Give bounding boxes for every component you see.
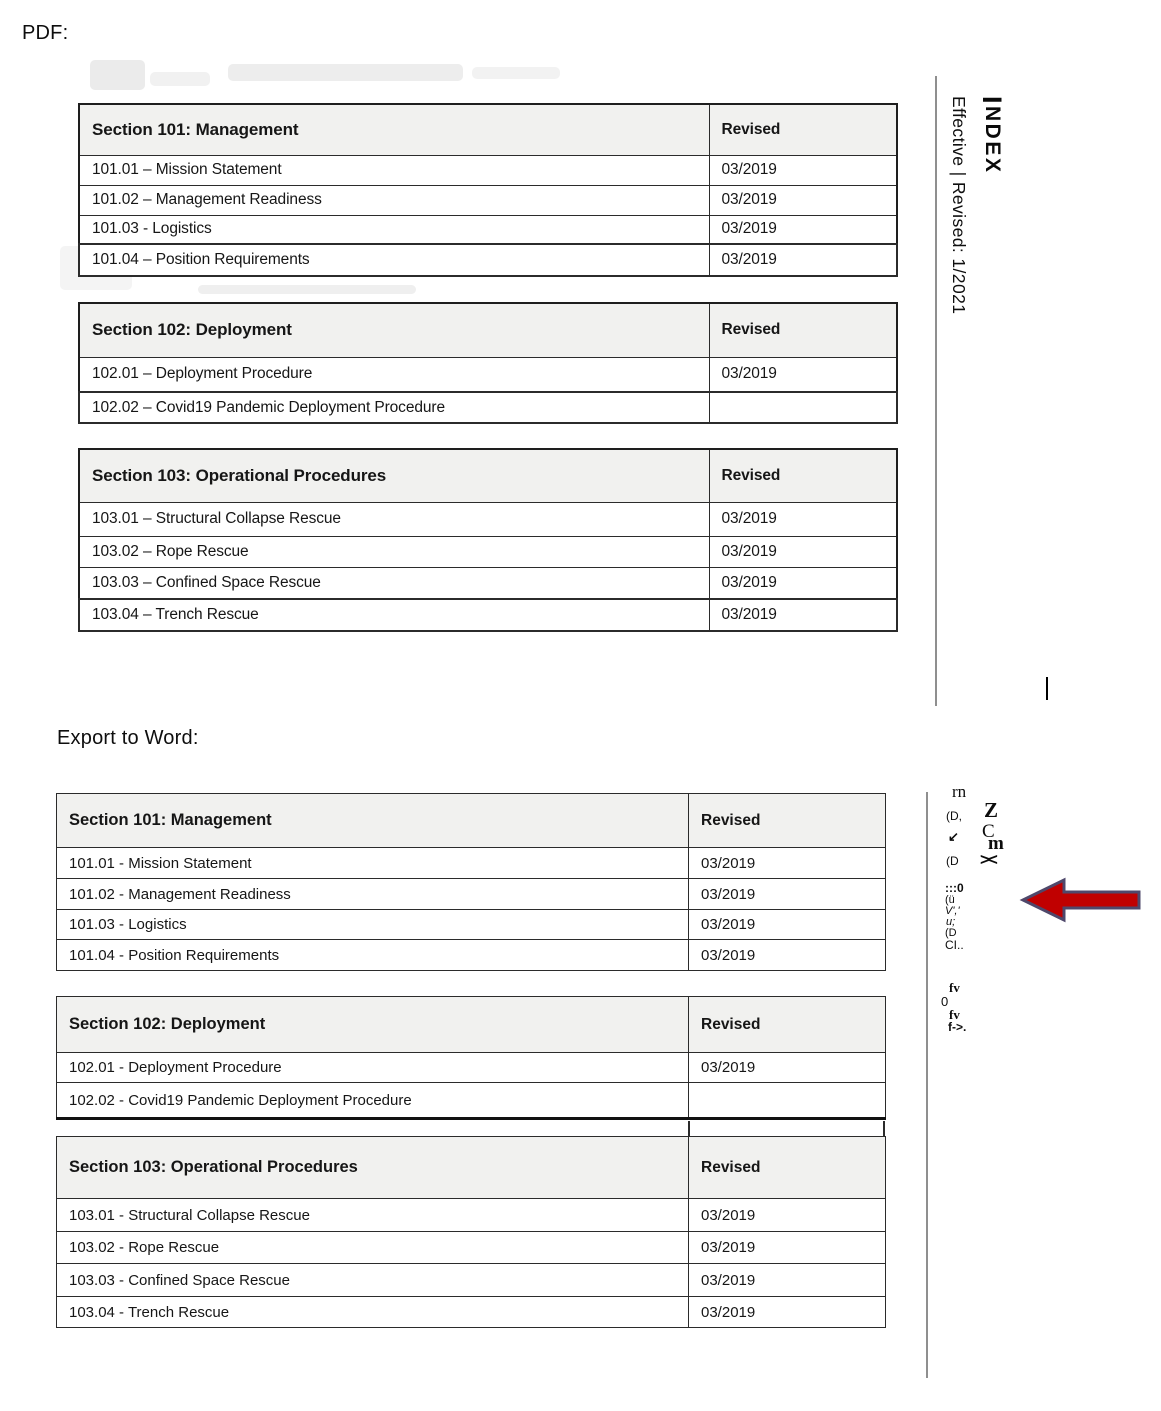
toc-revised-date: 03/2019	[709, 215, 897, 244]
toc-entry: 103.04 - Trench Rescue	[57, 1297, 689, 1328]
toc-entry: 102.02 – Covid19 Pandemic Deployment Procedure	[79, 392, 709, 423]
garbled-text-fragment: CI..	[945, 938, 964, 952]
table-row	[79, 185, 897, 215]
garbled-text-fragment: Z	[984, 798, 999, 822]
table-header-row	[57, 997, 886, 1053]
table-row	[79, 536, 897, 567]
scan-artifact	[472, 67, 560, 79]
toc-revised-date: 03/2019	[709, 599, 897, 631]
garbled-text-fragment: ↙	[948, 829, 959, 844]
toc-entry: 102.02 - Covid19 Pandemic Deployment Procedure	[57, 1083, 689, 1119]
toc-revised-date: 03/2019	[689, 1199, 886, 1232]
garbled-text-fragment: :::0	[945, 881, 964, 895]
word-table-section-103	[56, 1136, 886, 1328]
toc-entry: 101.04 - Position Requirements	[57, 940, 689, 971]
toc-revised-date: 03/2019	[689, 1232, 886, 1264]
revised-column-header: Revised	[689, 1137, 886, 1199]
toc-revised-date: 03/2019	[709, 155, 897, 185]
toc-revised-date: 03/2019	[709, 185, 897, 215]
word-table-section-101	[56, 793, 886, 971]
garbled-text-fragment: rn	[952, 782, 967, 801]
toc-revised-date	[709, 392, 897, 423]
toc-entry: 103.02 – Rope Rescue	[79, 536, 709, 567]
revised-column-header: Revised	[689, 997, 886, 1053]
table-header-row	[79, 303, 897, 357]
toc-entry: 103.03 – Confined Space Rescue	[79, 567, 709, 599]
garbled-text-fragment: fv	[949, 1007, 960, 1022]
table-header-row	[57, 794, 886, 848]
table-header-row	[79, 104, 897, 155]
toc-revised-date: 03/2019	[689, 1297, 886, 1328]
table-row	[57, 1232, 886, 1264]
table-row	[57, 940, 886, 971]
toc-entry: 101.03 - Logistics	[57, 910, 689, 940]
table-row	[57, 848, 886, 879]
pdf-page-edge-rule	[935, 76, 937, 706]
toc-revised-date: 03/2019	[709, 244, 897, 276]
toc-entry: 103.02 - Rope Rescue	[57, 1232, 689, 1264]
pdf-section-label: PDF:	[22, 22, 69, 44]
section-title: Section 101: Management	[57, 794, 689, 848]
red-callout-arrow-icon	[1019, 876, 1143, 924]
table-row	[79, 599, 897, 631]
word-table-section-102	[56, 996, 886, 1120]
section-title: Section 103: Operational Procedures	[79, 449, 709, 502]
toc-entry: 101.04 – Position Requirements	[79, 244, 709, 276]
scan-artifact	[150, 72, 210, 86]
index-title-vertical: INDEX	[977, 96, 1007, 175]
effective-revised-vertical: Effective | Revised: 1/2021	[949, 96, 969, 315]
revised-column-header: Revised	[689, 794, 886, 848]
table-row	[57, 1297, 886, 1328]
garbled-text-fragment: V','	[945, 905, 960, 917]
revised-column-header: Revised	[709, 104, 897, 155]
revised-column-header: Revised	[709, 449, 897, 502]
pdf-table-section-101	[78, 103, 898, 277]
garbled-text-fragment: f->.	[948, 1020, 967, 1034]
section-title: Section 102: Deployment	[79, 303, 709, 357]
garbled-text-fragment: C	[982, 821, 995, 842]
garbled-text-fragment: ><	[980, 850, 996, 869]
toc-entry: 101.02 - Management Readiness	[57, 879, 689, 910]
garbled-text-fragment: u;	[946, 916, 956, 928]
garbled-text-fragment: (D	[945, 927, 957, 939]
garbled-text-fragment: 0	[941, 994, 949, 1009]
toc-revised-date	[689, 1083, 886, 1119]
garbled-text-fragment: (D	[946, 854, 959, 868]
toc-revised-date: 03/2019	[709, 357, 897, 392]
scan-artifact	[198, 285, 416, 294]
garbled-text-fragment: (D,	[946, 809, 962, 823]
toc-revised-date: 03/2019	[689, 879, 886, 910]
toc-revised-date: 03/2019	[709, 536, 897, 567]
pdf-rotated-sidebar	[944, 96, 1010, 314]
table-row	[57, 1264, 886, 1297]
pdf-table-section-102	[78, 302, 898, 424]
empty-row-divider-stub	[688, 1121, 690, 1136]
empty-row-edge-stub	[883, 1121, 885, 1136]
garbled-text-fragment: m	[988, 833, 1004, 854]
toc-entry: 101.01 - Mission Statement	[57, 848, 689, 879]
toc-entry: 102.01 - Deployment Procedure	[57, 1053, 689, 1083]
revised-column-header: Revised	[709, 303, 897, 357]
word-section-label: Export to Word:	[57, 727, 199, 749]
table-row	[79, 155, 897, 185]
toc-revised-date: 03/2019	[689, 940, 886, 971]
table-row	[57, 910, 886, 940]
cursor-tick-mark	[1046, 677, 1048, 700]
toc-entry: 101.03 - Logistics	[79, 215, 709, 244]
scan-artifact	[90, 60, 145, 90]
table-row	[79, 357, 897, 392]
toc-revised-date: 03/2019	[689, 848, 886, 879]
section-title: Section 103: Operational Procedures	[57, 1137, 689, 1199]
toc-entry: 103.01 – Structural Collapse Rescue	[79, 502, 709, 536]
toc-entry: 103.04 – Trench Rescue	[79, 599, 709, 631]
toc-entry: 103.01 - Structural Collapse Rescue	[57, 1199, 689, 1232]
toc-revised-date: 03/2019	[709, 567, 897, 599]
toc-entry: 102.01 – Deployment Procedure	[79, 357, 709, 392]
table-row	[57, 1199, 886, 1232]
table-header-row	[57, 1137, 886, 1199]
table-header-row	[79, 449, 897, 502]
toc-entry: 101.01 – Mission Statement	[79, 155, 709, 185]
table-row	[79, 392, 897, 423]
toc-revised-date: 03/2019	[689, 1264, 886, 1297]
garbled-text-fragment: fv	[949, 980, 960, 995]
garbled-text-fragment: (ü	[945, 894, 955, 906]
table-row	[79, 244, 897, 276]
toc-revised-date: 03/2019	[689, 910, 886, 940]
table-row	[79, 567, 897, 599]
section-title: Section 101: Management	[79, 104, 709, 155]
pdf-table-section-103	[78, 448, 898, 632]
table-row	[79, 215, 897, 244]
table-row	[57, 1053, 886, 1083]
toc-entry: 101.02 – Management Readiness	[79, 185, 709, 215]
table-row	[57, 879, 886, 910]
toc-revised-date: 03/2019	[709, 502, 897, 536]
toc-entry: 103.03 - Confined Space Rescue	[57, 1264, 689, 1297]
table-row	[57, 1083, 886, 1119]
word-page-edge-rule	[926, 792, 928, 1378]
table-row	[79, 502, 897, 536]
scan-artifact	[228, 64, 463, 81]
toc-revised-date: 03/2019	[689, 1053, 886, 1083]
section-title: Section 102: Deployment	[57, 997, 689, 1053]
